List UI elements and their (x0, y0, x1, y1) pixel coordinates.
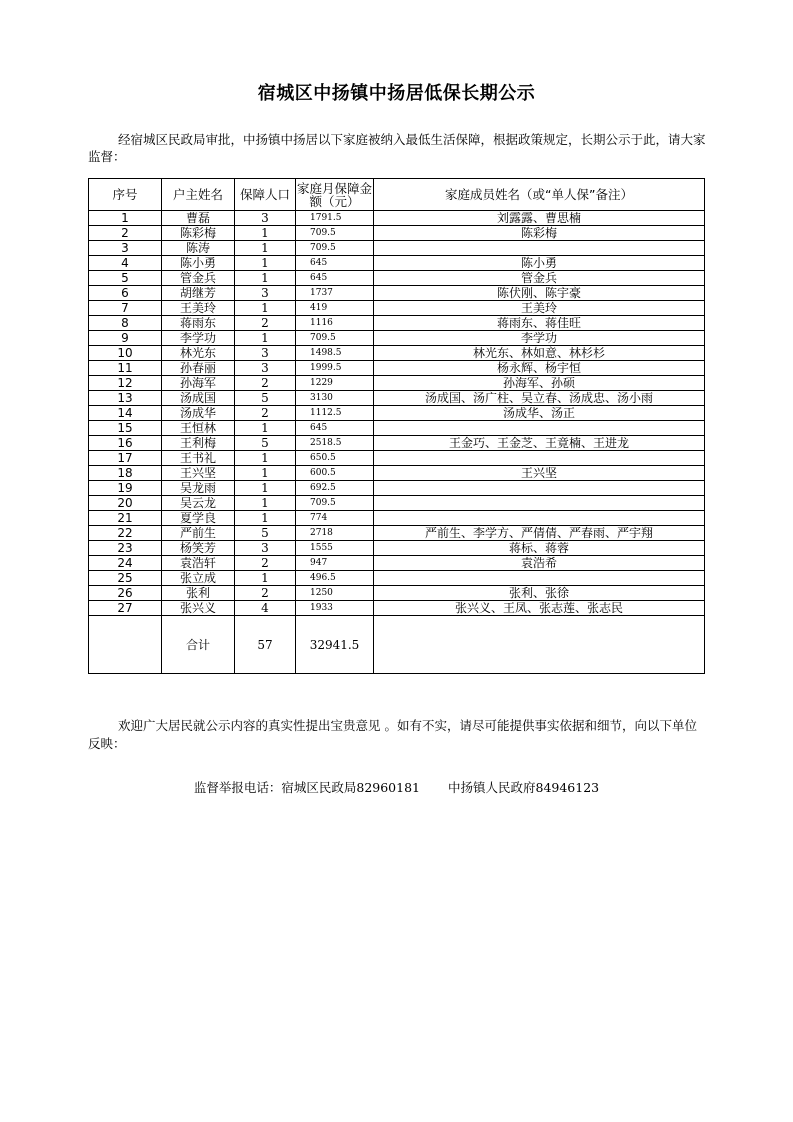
row-no: 8 (89, 316, 162, 331)
row-population: 2 (235, 586, 296, 601)
row-members: 陈彩梅 (374, 226, 705, 241)
row-no: 24 (89, 556, 162, 571)
row-no: 11 (89, 361, 162, 376)
table-row (89, 211, 705, 226)
row-amount: 600.5 (296, 466, 374, 481)
row-amount: 1555 (296, 541, 374, 556)
row-no: 25 (89, 571, 162, 586)
row-members: 陈小勇 (374, 256, 705, 271)
row-amount: 1112.5 (296, 406, 374, 421)
row-householder: 张利 (162, 586, 235, 601)
row-no: 13 (89, 391, 162, 406)
row-householder: 张兴义 (162, 601, 235, 616)
row-no: 26 (89, 586, 162, 601)
row-amount: 774 (296, 511, 374, 526)
row-amount: 1999.5 (296, 361, 374, 376)
row-amount: 1229 (296, 376, 374, 391)
table-row (89, 451, 705, 466)
row-householder: 张立成 (162, 571, 235, 586)
table-row (89, 421, 705, 436)
row-members: 严前生、李学方、严倩倩、严春雨、严宇翔 (374, 526, 705, 541)
table-row (89, 556, 705, 571)
table-row (89, 256, 705, 271)
header-householder: 户主姓名 (162, 179, 235, 211)
table-row (89, 331, 705, 346)
row-amount: 709.5 (296, 331, 374, 346)
row-no: 20 (89, 496, 162, 511)
row-population: 1 (235, 511, 296, 526)
table-row (89, 226, 705, 241)
row-members: 汤成华、汤正 (374, 406, 705, 421)
row-members: 袁浩希 (374, 556, 705, 571)
table-row (89, 586, 705, 601)
row-householder: 王美玲 (162, 301, 235, 316)
row-amount: 709.5 (296, 241, 374, 256)
row-amount: 496.5 (296, 571, 374, 586)
row-population: 3 (235, 361, 296, 376)
table-header-row (89, 179, 705, 211)
row-householder: 蒋雨东 (162, 316, 235, 331)
row-members (374, 421, 705, 436)
row-population: 1 (235, 421, 296, 436)
table-row (89, 316, 705, 331)
row-no: 4 (89, 256, 162, 271)
row-householder: 袁浩轩 (162, 556, 235, 571)
table-row (89, 376, 705, 391)
header-no: 序号 (89, 179, 162, 211)
row-members: 林光东、林如意、林杉杉 (374, 346, 705, 361)
row-amount: 1498.5 (296, 346, 374, 361)
row-amount: 1737 (296, 286, 374, 301)
row-householder: 王恒林 (162, 421, 235, 436)
row-no: 23 (89, 541, 162, 556)
row-amount: 1791.5 (296, 211, 374, 226)
intro-paragraph (88, 131, 706, 165)
table-row (89, 466, 705, 481)
header-population: 保障人口 (235, 179, 296, 211)
table-row (89, 346, 705, 361)
row-amount: 419 (296, 301, 374, 316)
row-no: 15 (89, 421, 162, 436)
row-householder: 陈小勇 (162, 256, 235, 271)
row-amount: 645 (296, 256, 374, 271)
total-no-cell (89, 616, 162, 674)
row-householder: 管金兵 (162, 271, 235, 286)
row-population: 1 (235, 451, 296, 466)
row-members (374, 571, 705, 586)
row-population: 1 (235, 301, 296, 316)
row-householder: 胡继芳 (162, 286, 235, 301)
row-population: 3 (235, 346, 296, 361)
total-members-cell (374, 616, 705, 674)
row-no: 7 (89, 301, 162, 316)
table-row (89, 301, 705, 316)
row-no: 18 (89, 466, 162, 481)
row-householder: 王书礼 (162, 451, 235, 466)
header-members: 家庭成员姓名（或“单人保”备注） (374, 179, 705, 211)
table-row (89, 436, 705, 451)
row-population: 2 (235, 406, 296, 421)
row-no: 16 (89, 436, 162, 451)
row-population: 4 (235, 601, 296, 616)
row-householder: 吴龙雨 (162, 481, 235, 496)
feedback-paragraph (88, 717, 708, 753)
row-householder: 陈涛 (162, 241, 235, 256)
row-no: 3 (89, 241, 162, 256)
row-no: 22 (89, 526, 162, 541)
row-householder: 汤成国 (162, 391, 235, 406)
table-row (89, 571, 705, 586)
table-row (89, 271, 705, 286)
row-amount: 1250 (296, 586, 374, 601)
row-amount: 1116 (296, 316, 374, 331)
header-amount: 家庭月保障金额（元） (296, 180, 372, 209)
table-row (89, 241, 705, 256)
row-householder: 严前生 (162, 526, 235, 541)
row-householder: 曹磊 (162, 211, 235, 226)
row-amount: 947 (296, 556, 374, 571)
row-householder: 孙春丽 (162, 361, 235, 376)
table-row (89, 481, 705, 496)
table-row (89, 496, 705, 511)
table-row (89, 511, 705, 526)
row-no: 17 (89, 451, 162, 466)
row-population: 1 (235, 496, 296, 511)
row-members: 张兴义、王凤、张志莲、张志民 (374, 601, 705, 616)
hotline-district: 监督举报电话：宿城区民政局82960181 (193, 780, 420, 795)
row-no: 9 (89, 331, 162, 346)
row-amount: 650.5 (296, 451, 374, 466)
row-householder: 李学功 (162, 331, 235, 346)
row-members: 杨永辉、杨宇恒 (374, 361, 705, 376)
row-population: 2 (235, 556, 296, 571)
total-amount: 32941.5 (296, 616, 374, 674)
row-members: 李学功 (374, 331, 705, 346)
row-members (374, 496, 705, 511)
subsistence-allowance-table (88, 178, 705, 674)
row-members: 王金巧、王金芝、王竟楠、王进龙 (374, 436, 705, 451)
row-members (374, 451, 705, 466)
table-row (89, 406, 705, 421)
row-amount: 645 (296, 271, 374, 286)
row-householder: 杨笑芳 (162, 541, 235, 556)
row-householder: 林光东 (162, 346, 235, 361)
row-no: 2 (89, 226, 162, 241)
row-amount: 2718 (296, 526, 374, 541)
table-row (89, 391, 705, 406)
row-amount: 2518.5 (296, 436, 374, 451)
row-no: 6 (89, 286, 162, 301)
hotline-town: 中扬镇人民政府84946123 (448, 780, 600, 795)
row-amount: 3130 (296, 391, 374, 406)
row-householder: 王利梅 (162, 436, 235, 451)
row-members: 汤成国、汤广柱、吴立春、汤成忠、汤小雨 (374, 391, 705, 406)
row-householder: 吴云龙 (162, 496, 235, 511)
table-row (89, 286, 705, 301)
row-population: 1 (235, 271, 296, 286)
row-no: 27 (89, 601, 162, 616)
table-row (89, 601, 705, 616)
row-members: 蒋标、蒋蓉 (374, 541, 705, 556)
row-householder: 王兴坚 (162, 466, 235, 481)
row-householder: 夏学良 (162, 511, 235, 526)
row-population: 5 (235, 436, 296, 451)
table-row (89, 361, 705, 376)
row-members: 管金兵 (374, 271, 705, 286)
row-no: 10 (89, 346, 162, 361)
table-row (89, 541, 705, 556)
row-amount: 709.5 (296, 226, 374, 241)
table-row (89, 526, 705, 541)
intro-text: 经宿城区民政局审批，中扬镇中扬居以下家庭被纳入最低生活保障，根据政策规定，长期公示于此，请大家监督： (88, 132, 706, 164)
row-population: 1 (235, 226, 296, 241)
row-members: 王兴坚 (374, 466, 705, 481)
row-householder: 孙海军 (162, 376, 235, 391)
hotline-line (0, 778, 793, 796)
row-population: 3 (235, 211, 296, 226)
total-row (89, 616, 705, 674)
row-members (374, 241, 705, 256)
row-population: 1 (235, 331, 296, 346)
row-population: 5 (235, 391, 296, 406)
row-population: 2 (235, 316, 296, 331)
row-members (374, 511, 705, 526)
row-population: 2 (235, 376, 296, 391)
page-title: 宿城区中扬镇中扬居低保长期公示 (257, 83, 536, 104)
total-population: 57 (235, 616, 296, 674)
row-population: 1 (235, 466, 296, 481)
row-population: 3 (235, 286, 296, 301)
row-members: 蒋雨东、蒋佳旺 (374, 316, 705, 331)
row-amount: 1933 (296, 601, 374, 616)
table-body (89, 211, 705, 616)
row-population: 1 (235, 481, 296, 496)
row-no: 21 (89, 511, 162, 526)
row-members: 陈伏刚、陈宇豪 (374, 286, 705, 301)
row-no: 19 (89, 481, 162, 496)
row-householder: 陈彩梅 (162, 226, 235, 241)
row-members: 刘露露、曹思楠 (374, 211, 705, 226)
row-population: 1 (235, 571, 296, 586)
row-population: 5 (235, 526, 296, 541)
row-no: 5 (89, 271, 162, 286)
total-label: 合计 (162, 616, 235, 674)
row-no: 1 (89, 211, 162, 226)
row-members: 孙海军、孙硕 (374, 376, 705, 391)
row-no: 14 (89, 406, 162, 421)
row-amount: 645 (296, 421, 374, 436)
row-population: 1 (235, 241, 296, 256)
row-members: 王美玲 (374, 301, 705, 316)
row-no: 12 (89, 376, 162, 391)
row-members (374, 481, 705, 496)
row-population: 1 (235, 256, 296, 271)
row-population: 3 (235, 541, 296, 556)
row-amount: 692.5 (296, 481, 374, 496)
feedback-text: 欢迎广大居民就公示内容的真实性提出宝贵意见 。如有不实，请尽可能提供事实依据和细节，向以下单位反映： (88, 718, 697, 751)
row-members: 张利、张徐 (374, 586, 705, 601)
row-amount: 709.5 (296, 496, 374, 511)
row-householder: 汤成华 (162, 406, 235, 421)
